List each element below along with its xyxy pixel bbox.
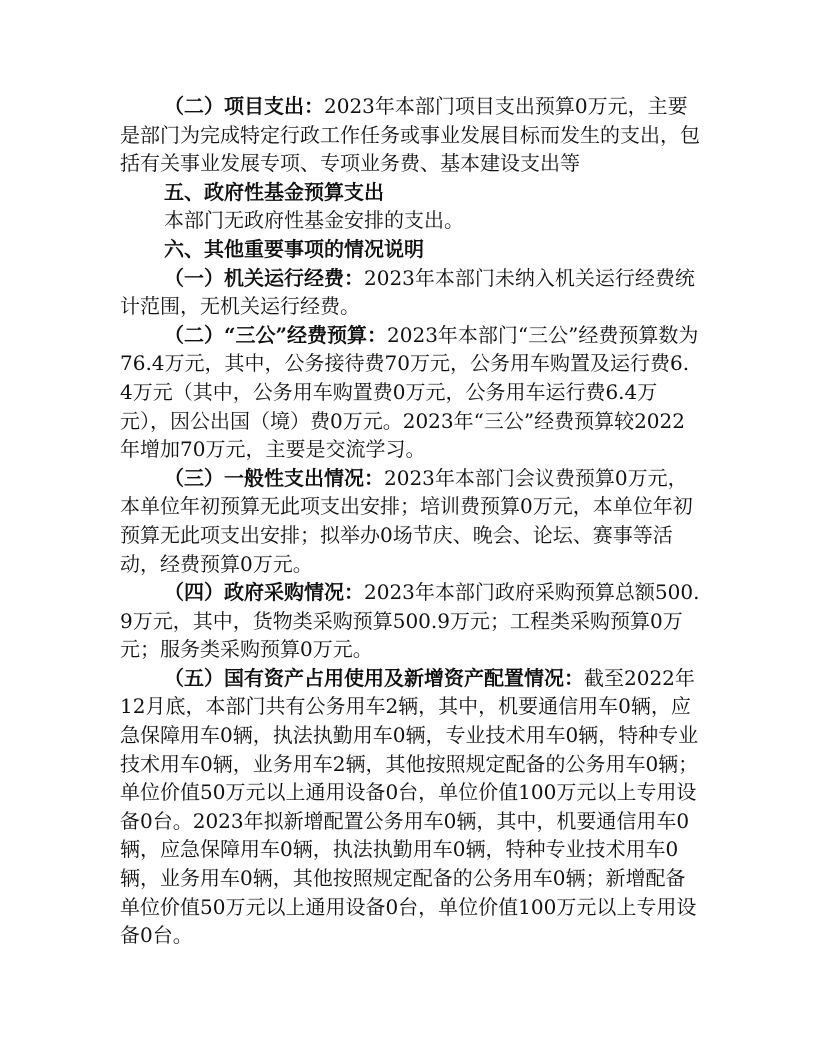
paragraph-text: 2023年本部门“三公”经费预算数为76.4万元，其中，公务接待费70万元，公务用车购置及运行费6.4万元（其中，公务用车购置费0万元，公务用车运行费6.4万元），因公出国（境）费0万元。2023年“三公”经费预算较2022年增加70万元，主要是交流学习。: [120, 322, 699, 462]
paragraph-lead: （二）“三公”经费预算：: [164, 322, 388, 347]
paragraph-text: 2023年本部门项目支出预算0万元，主要是部门为完成特定行政工作任务或事业发展目标而发生的支出，包括有关事业发展专项、专项业务费、基本建设支出等: [120, 94, 700, 176]
paragraph-government-procurement: [120, 578, 700, 664]
paragraph-lead: （二）项目支出：: [164, 94, 324, 118]
paragraph-text: 2023年本部门政府采购预算总额500.9万元，其中，货物类采购预算500.9万元；工程类采购预算0万元；服务类采购预算0万元。: [120, 580, 700, 662]
paragraph-text: 2023年本部门会议费预算0万元，本单位年初预算无此项支出安排；培训费预算0万元，本单位年初预算无此项支出安排；拟举办0场节庆、晚会、论坛、赛事等活动，经费预算0万元。: [120, 465, 693, 576]
document-page: [120, 92, 700, 950]
paragraph-lead: （五）国有资产占用使用及新增资产配置情况：: [164, 665, 584, 690]
section-heading-6: 六、其他重要事项的情况说明: [164, 236, 424, 261]
paragraph-text: 2023年本部门未纳入机关运行经费统计范围，无机关运行经费。: [120, 265, 695, 319]
paragraph-general-expenditure: [120, 464, 700, 578]
paragraph-state-assets: [120, 664, 700, 950]
paragraph-project-expenditure: [120, 92, 700, 178]
paragraph-agency-operating-cost: [120, 264, 700, 321]
paragraph-three-public-budget: [120, 321, 700, 464]
paragraph-lead: （三）一般性支出情况：: [164, 465, 384, 490]
paragraph-government-fund: 本部门无政府性基金安排的支出。: [164, 208, 464, 233]
section-heading-5: 五、政府性基金预算支出: [164, 179, 384, 204]
paragraph-lead: （四）政府采购情况：: [164, 580, 364, 605]
paragraph-lead: （一）机关运行经费：: [164, 265, 364, 290]
paragraph-text: 截至2022年12月底，本部门共有公务用车2辆，其中，机要通信用车0辆，应急保障用车0辆，执法执勤用车0辆，专业技术用车0辆，特种专业技术用车0辆，业务用车2辆，其他按照规定配备的公务用车0辆；单位价值50万元以上通用设备0台，单位价值100万元以上专用设备0台。2023年拟新增配置公务用车0辆，其中，机要通信用车0辆，应急保障用车0辆，执法执勤用车0辆，特种专业技术用车0辆，业务用车0辆，其他按照规定配备的公务用车0辆；新增配备单位价值50万元以上通用设备0台，单位价值100万元以上专用设备0台。: [120, 665, 699, 948]
